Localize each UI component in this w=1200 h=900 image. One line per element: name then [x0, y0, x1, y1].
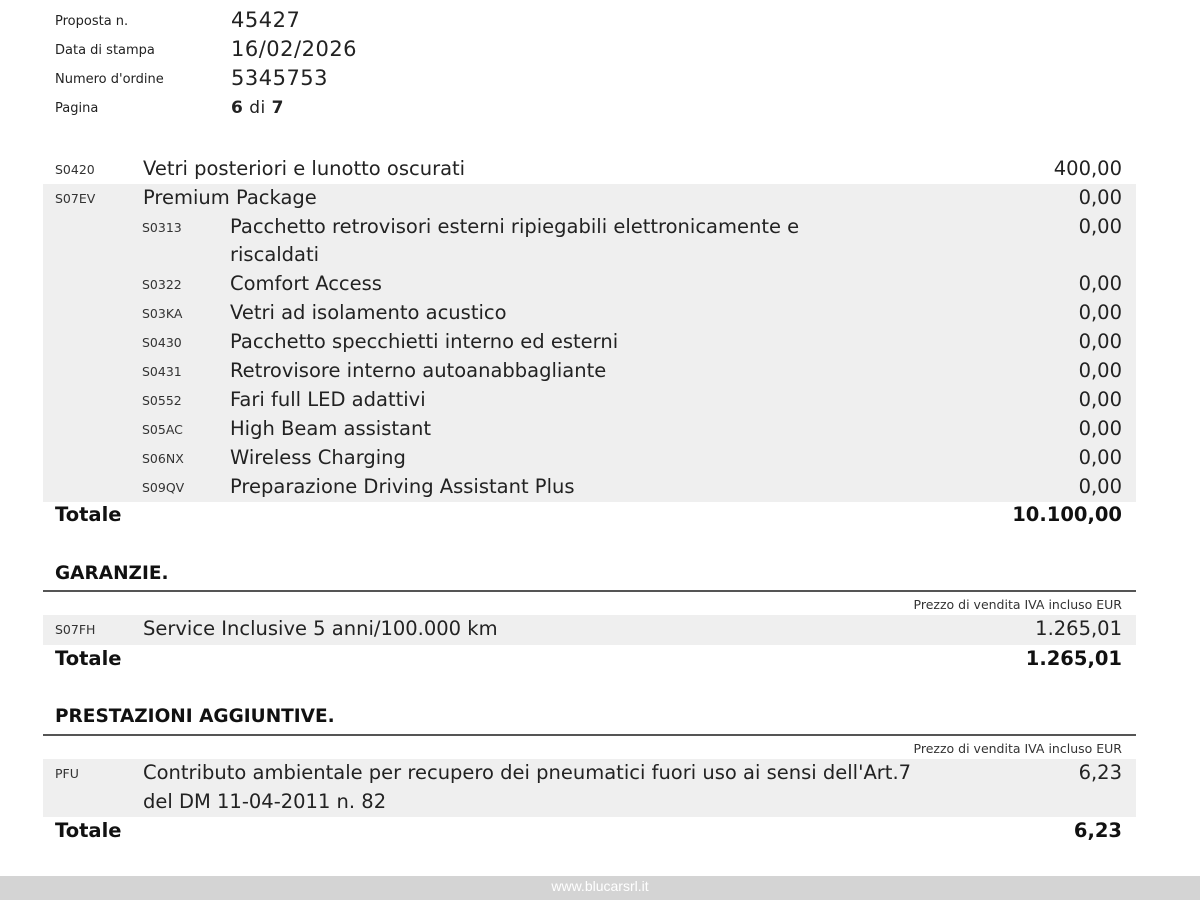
pagina-label: Pagina: [55, 101, 99, 116]
total-label: Totale: [55, 647, 122, 670]
sub-option-price: 0,00: [1078, 388, 1122, 411]
sub-option-row: [43, 415, 1136, 444]
sub-option-code: S05AC: [142, 422, 183, 437]
total-value: 1.265,01: [1025, 647, 1122, 670]
garanzie-code: S07FH: [55, 622, 96, 637]
proposta-value: 45427: [231, 8, 301, 32]
section-divider: [43, 734, 1136, 736]
prestazioni-code: PFU: [55, 766, 79, 781]
sub-option-price: 0,00: [1078, 359, 1122, 382]
sub-option-price: 0,00: [1078, 446, 1122, 469]
sub-option-code: S09QV: [142, 480, 185, 495]
proposta-label: Proposta n.: [55, 14, 129, 29]
option-code: S0420: [55, 162, 95, 177]
pagina-separator: di: [243, 98, 272, 118]
data-stampa-row: [55, 37, 655, 65]
option-row: [43, 155, 1136, 184]
pagina-value: [231, 98, 284, 118]
sub-option-row: [43, 213, 1136, 270]
sub-option-price: 0,00: [1078, 301, 1122, 324]
option-description: Vetri posteriori e lunotto oscurati: [143, 157, 466, 180]
pagina-current: 6: [231, 98, 244, 118]
sub-option-description: Fari full LED adattivi: [230, 388, 426, 411]
option-price: 0,00: [1078, 186, 1122, 209]
prestazioni-total-row: [43, 817, 1136, 846]
sub-option-row: [43, 299, 1136, 328]
sub-option-description: Vetri ad isolamento acustico: [230, 301, 507, 324]
options-total-row: [43, 501, 1136, 530]
sub-option-row: [43, 473, 1136, 502]
prestazioni-row: [43, 759, 1136, 817]
total-label: Totale: [55, 819, 122, 842]
sub-option-price: 0,00: [1078, 330, 1122, 353]
prestazioni-description: Contributo ambientale per recupero dei pneumatici fuori uso ai sensi dell'Art.7: [143, 761, 912, 784]
sub-option-row: [43, 270, 1136, 299]
premium-package-block: [43, 184, 1136, 502]
section-divider: [43, 590, 1136, 592]
numero-ordine-row: [55, 66, 655, 94]
sub-option-code: S0431: [142, 364, 182, 379]
sub-option-code: S0313: [142, 220, 182, 235]
prestazioni-price: 6,23: [1078, 761, 1122, 784]
data-stampa-value: 16/02/2026: [231, 37, 358, 61]
garanzie-title: GARANZIE.: [55, 563, 169, 584]
sub-option-description: Comfort Access: [230, 272, 382, 295]
pagina-row: [55, 95, 655, 123]
prestazioni-title: PRESTAZIONI AGGIUNTIVE.: [55, 706, 335, 727]
sub-option-price: 0,00: [1078, 215, 1122, 238]
garanzie-description: Service Inclusive 5 anni/100.000 km: [143, 617, 498, 640]
total-value: 6,23: [1073, 819, 1122, 842]
sub-option-price: 0,00: [1078, 272, 1122, 295]
sub-option-description: Retrovisore interno autoanabbagliante: [230, 359, 607, 382]
sub-option-description-line2: riscaldati: [230, 243, 320, 266]
sub-option-description: Pacchetto specchietti interno ed esterni: [230, 330, 619, 353]
proposta-row: [55, 8, 655, 36]
garanzie-row: [43, 615, 1136, 645]
total-value: 10.100,00: [1012, 503, 1122, 526]
total-label: Totale: [55, 503, 122, 526]
sub-option-description: Wireless Charging: [230, 446, 406, 469]
site-watermark: www.blucarsrl.it: [551, 878, 649, 894]
sub-option-code: S0552: [142, 393, 182, 408]
sub-option-code: S0430: [142, 335, 182, 350]
sub-option-price: 0,00: [1078, 417, 1122, 440]
numero-ordine-label: Numero d'ordine: [55, 72, 164, 87]
price-column-header: Prezzo di vendita IVA incluso EUR: [913, 741, 1122, 756]
sub-option-row: [43, 357, 1136, 386]
sub-option-row: [43, 328, 1136, 357]
garanzie-total-row: [43, 645, 1136, 674]
sub-option-description: Pacchetto retrovisori esterni ripiegabili elettronicamente e: [230, 215, 800, 238]
pagina-total: 7: [271, 98, 285, 118]
sub-option-row: [43, 386, 1136, 415]
sub-option-code: S0322: [142, 277, 182, 292]
sub-option-description: Preparazione Driving Assistant Plus: [230, 475, 575, 498]
prestazioni-description-line2: del DM 11-04-2011 n. 82: [143, 790, 387, 813]
sub-option-row: [43, 444, 1136, 473]
option-description: Premium Package: [143, 186, 317, 209]
option-row: [43, 184, 1136, 213]
numero-ordine-value: 5345753: [231, 66, 329, 90]
option-price: 400,00: [1053, 157, 1122, 180]
option-code: S07EV: [55, 191, 96, 206]
sub-option-code: S06NX: [142, 451, 184, 466]
data-stampa-label: Data di stampa: [55, 43, 155, 58]
sub-option-description: High Beam assistant: [230, 417, 431, 440]
price-column-header: Prezzo di vendita IVA incluso EUR: [913, 597, 1122, 612]
sub-option-code: S03KA: [142, 306, 183, 321]
garanzie-price: 1.265,01: [1035, 617, 1122, 640]
sub-option-price: 0,00: [1078, 475, 1122, 498]
